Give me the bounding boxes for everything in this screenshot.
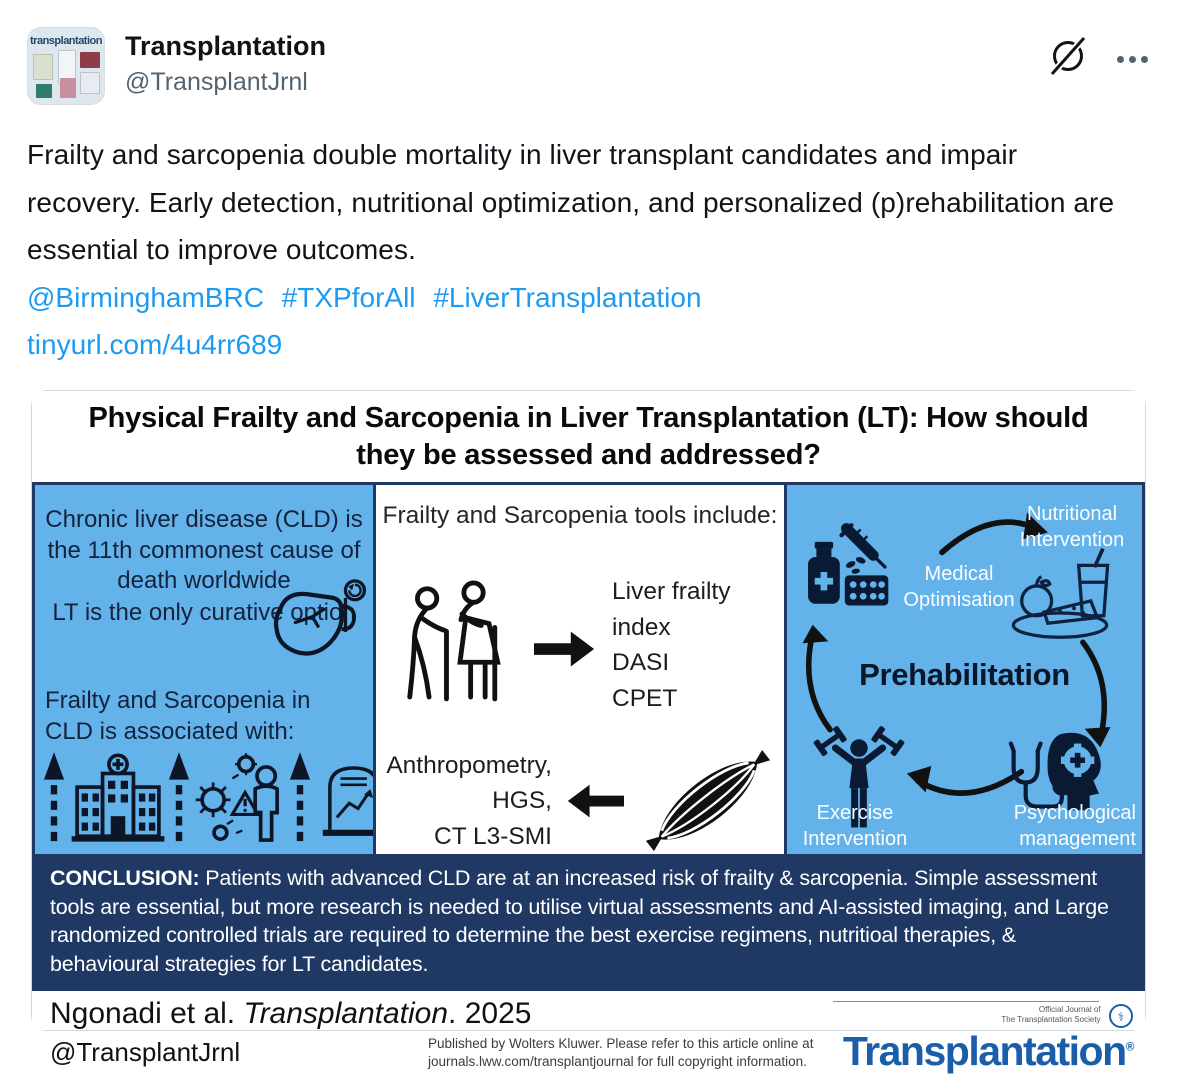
lt-curative-text: LT is the only curative option [52,598,356,626]
tweet-actions [1049,27,1148,75]
frailty-tools-list [612,574,784,716]
infographic-panels [32,482,1145,854]
elderly-couple-icon [402,577,518,703]
avatar-collage-tile [80,72,100,94]
author-block [125,27,326,97]
conclusion-text: Patients with advanced CLD are at an increased risk of frailty & sarcopenia. Simple assessment tools are essential, but more research is needed to utilise virtual assessments and AI-assisted imaging, and Large randomized controlled trials are required to determine the best exercise regimens, nutritioal therapies, & behavioural strategies for LT candidates. [50,866,1109,976]
avatar-collage-tile [33,54,53,80]
infection-person-icon [193,752,289,844]
society-seal-icon: ⚕ [1109,1004,1133,1028]
panel-prehabilitation-cycle [787,485,1142,854]
panel-cld-burden [35,485,373,854]
author-handle[interactable]: @TransplantJrnl [125,68,308,96]
up-arrow-icon [43,752,65,844]
grok-button[interactable] [1049,37,1087,75]
citation: Ngonadi et al. Transplantation. 2025 [50,996,532,1030]
frailty-tools-row [376,564,784,716]
infographic-title: Physical Frailty and Sarcopenia in Liver Transplantation (LT): How should they be assessed and addressed? [32,391,1145,482]
tweet-url-line [27,321,1148,369]
transplantation-logo: Transplantation® [842,1027,1133,1074]
journal-tagline: Official Journal of The Transplantation Society [1001,1004,1101,1024]
up-arrow-icon [289,752,311,844]
muscle-icon [638,738,778,864]
infographic-footer [32,991,1145,1074]
tool-item: Liver frailty index [612,578,731,641]
conclusion-bar [32,854,1145,990]
sarcopenia-tools-row [376,738,784,864]
tweet-links-line [27,274,1148,322]
hospital-icon [68,752,168,844]
psychological-management-label: Psychological management [1013,802,1136,851]
tweet-body-text: Frailty and sarcopenia double mortality in liver transplant candidates and impair recovery. Early detection, nutritional optimization, and personalized (p)rehabilitation are essential to improve outcomes. [27,139,1115,266]
hashtag-link[interactable]: #TXPforAll [281,281,416,313]
hospitalisation-group [43,752,168,844]
avatar[interactable] [27,27,105,105]
food-drink-icon [1008,543,1126,641]
medical-optimisation-label: Medical Optimisation [903,563,1015,612]
tinyurl-link[interactable]: tinyurl.com/4u4rr689 [27,329,283,361]
more-dots-icon [1117,56,1124,63]
tool-item: CPET [612,684,678,712]
infection-group [168,752,289,844]
publisher-note: Published by Wolters Kluwer. Please refer to this article online at journals.lww.com/transplantjournal for full copyright information. [428,1035,814,1069]
mention-link[interactable]: @BirminghamBRC [27,281,264,313]
logo-divider [833,1001,1099,1002]
author-name[interactable]: Transplantation [125,31,327,61]
nutritional-intervention-label: Nutritional Intervention [1019,503,1125,552]
panel-assessment-tools [373,485,787,854]
tool-item: HGS, [492,787,552,815]
tweet-header [27,27,1148,105]
media-card-infographic[interactable] [31,390,1146,1074]
tool-item: Anthropometry, [386,751,552,779]
association-icons-row [43,752,367,844]
liver-icon [267,577,371,667]
conclusion-label: CONCLUSION: [50,866,200,891]
sarcopenia-tools-list [386,748,552,855]
avatar-journal-title: transplantation [30,35,102,47]
tools-heading: Frailty and Sarcopenia tools include: [382,502,778,530]
up-arrow-icon [168,752,190,844]
grok-slashed-circle-icon [1049,37,1087,75]
medication-icon [803,521,895,613]
prehabilitation-label: Prehabilitation [859,657,1070,693]
cycle-arrow-left [797,621,843,739]
citation-handle: @TransplantJrnl [50,1036,241,1067]
avatar-collage-tile [36,84,52,98]
more-button[interactable] [1117,50,1148,63]
tool-item: DASI [612,649,670,677]
journal-logo-block [833,993,1133,1075]
left-arrow-icon [566,781,624,821]
tool-item: CT L3-SMI [434,823,552,850]
avatar-collage-tile [80,52,100,68]
citation-journal: Transplantation [243,996,449,1030]
cld-burden-text: Chronic liver disease (CLD) is the 11th commonest cause of death worldwide [45,506,363,595]
exercise-intervention-label: Exercise Intervention [802,802,908,851]
right-arrow-icon [534,629,596,669]
hashtag-link[interactable]: #LiverTransplantation [433,281,702,313]
avatar-collage-tile [60,78,76,98]
frailty-associated-text: Frailty and Sarcopenia in CLD is associated with: [45,687,311,746]
